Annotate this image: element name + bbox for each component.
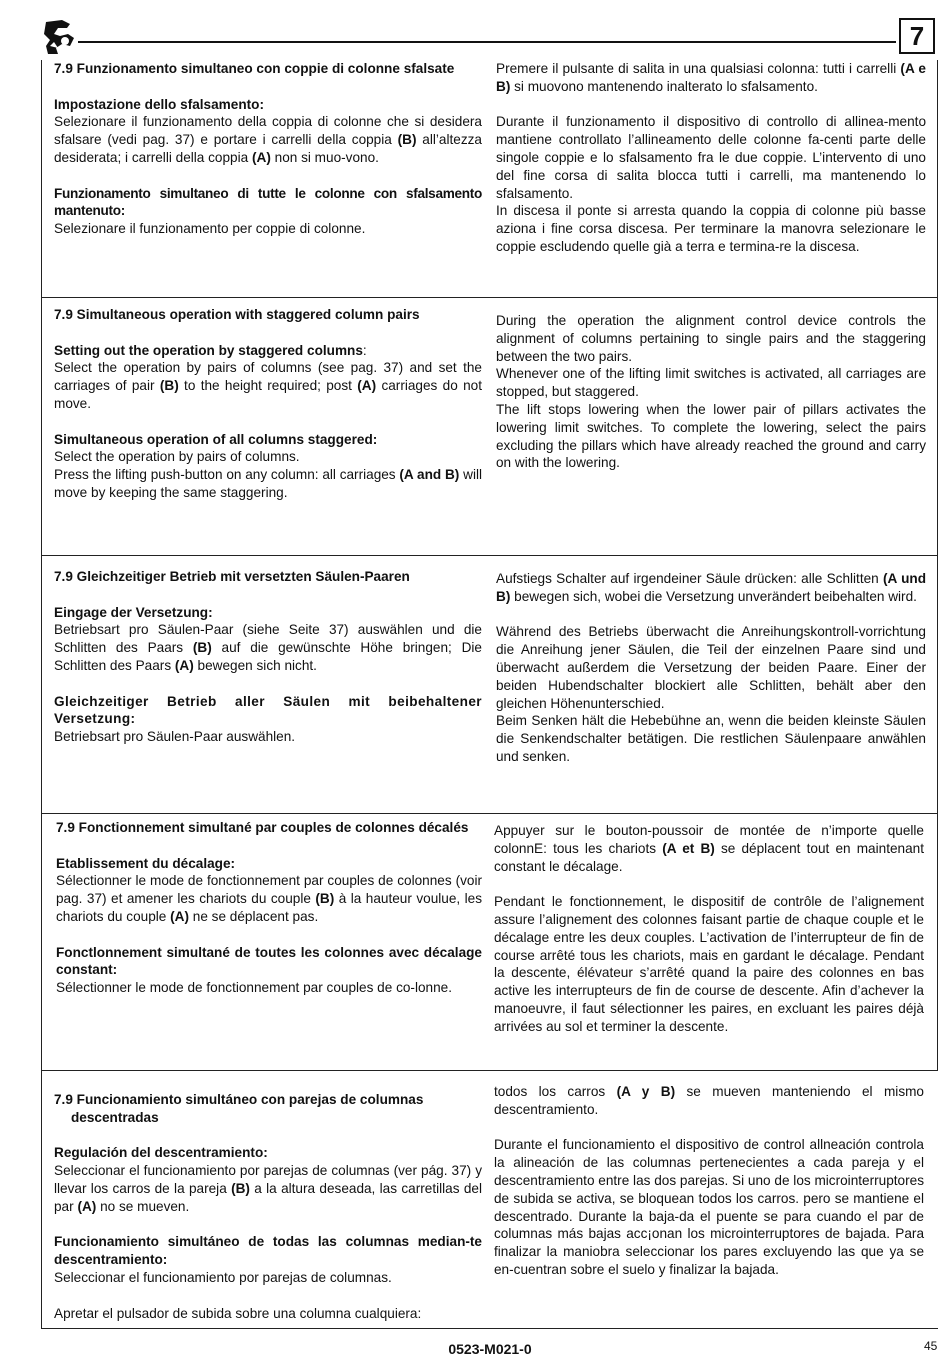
header-rule bbox=[78, 41, 896, 43]
paragraph: Press the lifting push-button on any column: all carriages (A and B) will move by keeping the same staggering. bbox=[54, 467, 483, 500]
spanish-left-column bbox=[54, 1091, 482, 1322]
page-number: 45 bbox=[924, 1339, 938, 1353]
subheading: Impostazione dello sfalsamento: bbox=[54, 96, 264, 112]
section-english bbox=[41, 297, 938, 555]
brand-logo-icon bbox=[40, 16, 78, 56]
paragraph: During the operation the alignment control device controls the alignment of columns pertaining to single pairs and the staggering between the two pairs. bbox=[496, 313, 926, 364]
paragraph: Betriebsart pro Säulen-Paar auswählen. bbox=[54, 729, 296, 745]
german-right-column bbox=[496, 570, 926, 766]
subheading: Funzionamento simultaneo di tutte le colonne con sfalsamento mantenuto: bbox=[54, 185, 482, 219]
paragraph: Select the operation by pairs of columns. bbox=[54, 449, 300, 465]
subheading: Etablissement du décalage: bbox=[56, 855, 236, 871]
paragraph: Beim Senken hält die Hebebühne an, wenn die beiden kleinste Säulen die Senkendschalter betätigen. Die restlichen Säulenpaare anwählen und senken. bbox=[496, 713, 926, 764]
paragraph: Apretar el pulsador de subida sobre una columna cualquiera: bbox=[54, 1305, 422, 1321]
subheading: Gleichzeitiger Betrieb aller Säulen mit beibehaltener Versetzung: bbox=[54, 693, 482, 727]
english-right-column bbox=[496, 312, 926, 472]
subheading: Simultaneous operation of all columns staggered: bbox=[54, 431, 378, 447]
paragraph: The lift stops lowering when the lower pair of pillars activates the lowering limit switches. To complete the lowering, select the pairs excluding the pillars which have already reached the ground and carry on with the lowering. bbox=[496, 401, 926, 471]
paragraph: Aufstiegs Schalter auf irgendeiner Säule drücken: alle Schlitten (A und B) bewegen sich, wobei die Versetzung unverändert beibehalten wird. bbox=[496, 571, 926, 604]
subheading: Regulación del descentramiento: bbox=[54, 1145, 268, 1161]
paragraph: In discesa il ponte si arresta quando la coppia di colonne più basse aziona i fine corsa discesa. Per terminare la manovra selezionare le coppie escludendo quelle già a terra e termina-re la discesa. bbox=[496, 203, 926, 254]
paragraph: Seleccionar el funcionamiento por parejas de columnas (ver pág. 37) y llevar los carros de la pareja (B) a la altura deseada, las carretillas del par (A) no se mueven. bbox=[54, 1163, 482, 1214]
paragraph: Während des Betriebs überwacht die Anreihungskontroll-vorrichtung die Anreihung jener Säulen, die Teil der einzelnen Paare sind und überwacht außerdem die Versetzung der beiden Paare. Einer der beiden Hubendschalter blockiert alle Schlitten, behält aber den gleichen Höhenunterschied. bbox=[496, 624, 926, 711]
subheading: Eingage der Versetzung: bbox=[54, 604, 213, 620]
subheading: Fonctlonnement simultané de toutes les colonnes avec décalage constant: bbox=[56, 944, 482, 978]
paragraph: Select the operation by pairs of columns (see pag. 37) and set the carriages of pair (B) to the height required; post (A) carriages do not move. bbox=[54, 360, 482, 411]
paragraph: Durante el funcionamiento el dispositivo de control allneación controla la alineación de las columnas pertenecientes a cada pareja y el descentramiento entre las dos parejas. Si uno de los microinterruptores de subida se activa, se bloquean todos los carros. pero se mantiene el descentrado. Durante la baja-da el puente se para cuando el par de columnas más bajas acc¡onan los microinterruptores de bajada. Para finalizar la maniobra seleccionar los pares excluyendo las que ya se en-cuentran sobre el suelo y finalizar la bajada. bbox=[494, 1137, 924, 1277]
section-title: 7.9 Fonctionnement simultané par couples de colonnes décalés bbox=[56, 820, 469, 835]
section-title: 7.9 Simultaneous operation with staggered column pairs bbox=[54, 307, 420, 322]
spanish-right-column bbox=[494, 1083, 924, 1279]
paragraph: Durante il funzionamento il dispositivo di controllo di allinea-mento mantiene controllato l’allineamento delle colonne fa-centi parte delle singole coppie e lo sfalsamento fra le due coppie. L’intervento di uno del fine corsa di salita blocca tutti i carrelli, ma mantenendo lo sfalsamento. bbox=[496, 114, 926, 201]
french-left-column bbox=[56, 819, 482, 997]
paragraph: Selezionare il funzionamento per coppie di colonne. bbox=[54, 221, 366, 237]
section-title: 7.9 Gleichzeitiger Betrieb mit versetzten Säulen-Paaren bbox=[54, 569, 410, 584]
section-french bbox=[41, 813, 938, 1070]
paragraph: Sélectionner le mode de fonctionnement par couples de co-lonne. bbox=[56, 980, 452, 996]
german-left-column bbox=[54, 568, 482, 746]
document-code: 0523-M021-0 bbox=[448, 1341, 532, 1357]
paragraph: Pendant le fonctionnement, le dispositif de contrôle de l’alignement assure l’alignement des colonnes faisant partie de chaque couple et le décalage entre les deux couples. L’activation de l’interrupteur de fin de course arrêté tous les chariots, mais en gardant le décalage. Pendant la descente, élévateur s’arrêté quand la paire des colonnes en bas active les interrupteurs de fin de course de descente. Afin d’achever la manoeuvre, il faut sélectionner les paires, en excluant les paires déjà arrivées au sol et terminer la descente. bbox=[494, 894, 924, 1034]
paragraph: todos los carros (A y B) se mueven manteniendo el mismo descentramiento. bbox=[494, 1084, 924, 1117]
paragraph: Premere il pulsante di salita in una qualsiasi colonna: tutti i carrelli (A e B) si muovono mantenendo inalterato lo sfalsamento. bbox=[496, 61, 926, 94]
paragraph: Betriebsart pro Säulen-Paar (siehe Seite 37) auswählen und die Schlitten des Paars (B) auf die gewünschte Höhe bringen; Die Schlitten des Paars (A) bewegen sich nicht. bbox=[54, 622, 482, 673]
section-german bbox=[41, 555, 938, 813]
italian-right-column bbox=[496, 60, 926, 256]
paragraph: Appuyer sur le bouton-poussoir de montée de n’importe quelle colonnE: tous les chariots (A et B) se déplacent tout en maintenant constant le décalage. bbox=[494, 823, 924, 874]
section-title: 7.9 Funcionamiento simultáneo con parejas de columnas descentradas bbox=[54, 1092, 424, 1125]
paragraph: Selezionare il funzionamento della coppia di colonne che si desidera sfalsare (vedi pag. 37) e portare i carrelli della coppia (B) all’altezza desiderata; i carrelli della coppia (A) non si muo-vono. bbox=[54, 114, 482, 165]
section-title: 7.9 Funzionamento simultaneo con coppie di colonne sfalsate bbox=[54, 61, 455, 76]
subheading: Setting out the operation by staggered columns: bbox=[54, 342, 367, 358]
paragraph: Sélectionner le mode de fonctionnement par couples de colonnes (voir pag. 37) et amener les chariots du couple (B) à la hauteur voulue, les chariots du couple (A) ne se déplacent pas. bbox=[56, 873, 483, 924]
french-right-column bbox=[494, 822, 924, 1036]
section-italian bbox=[41, 60, 938, 297]
paragraph: Whenever one of the lifting limit switches is activated, all carriages are stopped, but staggered. bbox=[496, 366, 926, 400]
english-left-column bbox=[54, 306, 482, 502]
chapter-number: 7 bbox=[899, 18, 935, 54]
italian-left-column bbox=[54, 60, 482, 238]
paragraph: Seleccionar el funcionamiento por parejas de columnas. bbox=[54, 1269, 392, 1285]
subheading: Funcionamiento simultáneo de todas las columnas median-te descentramiento: bbox=[54, 1234, 482, 1268]
section-spanish bbox=[41, 1070, 938, 1329]
